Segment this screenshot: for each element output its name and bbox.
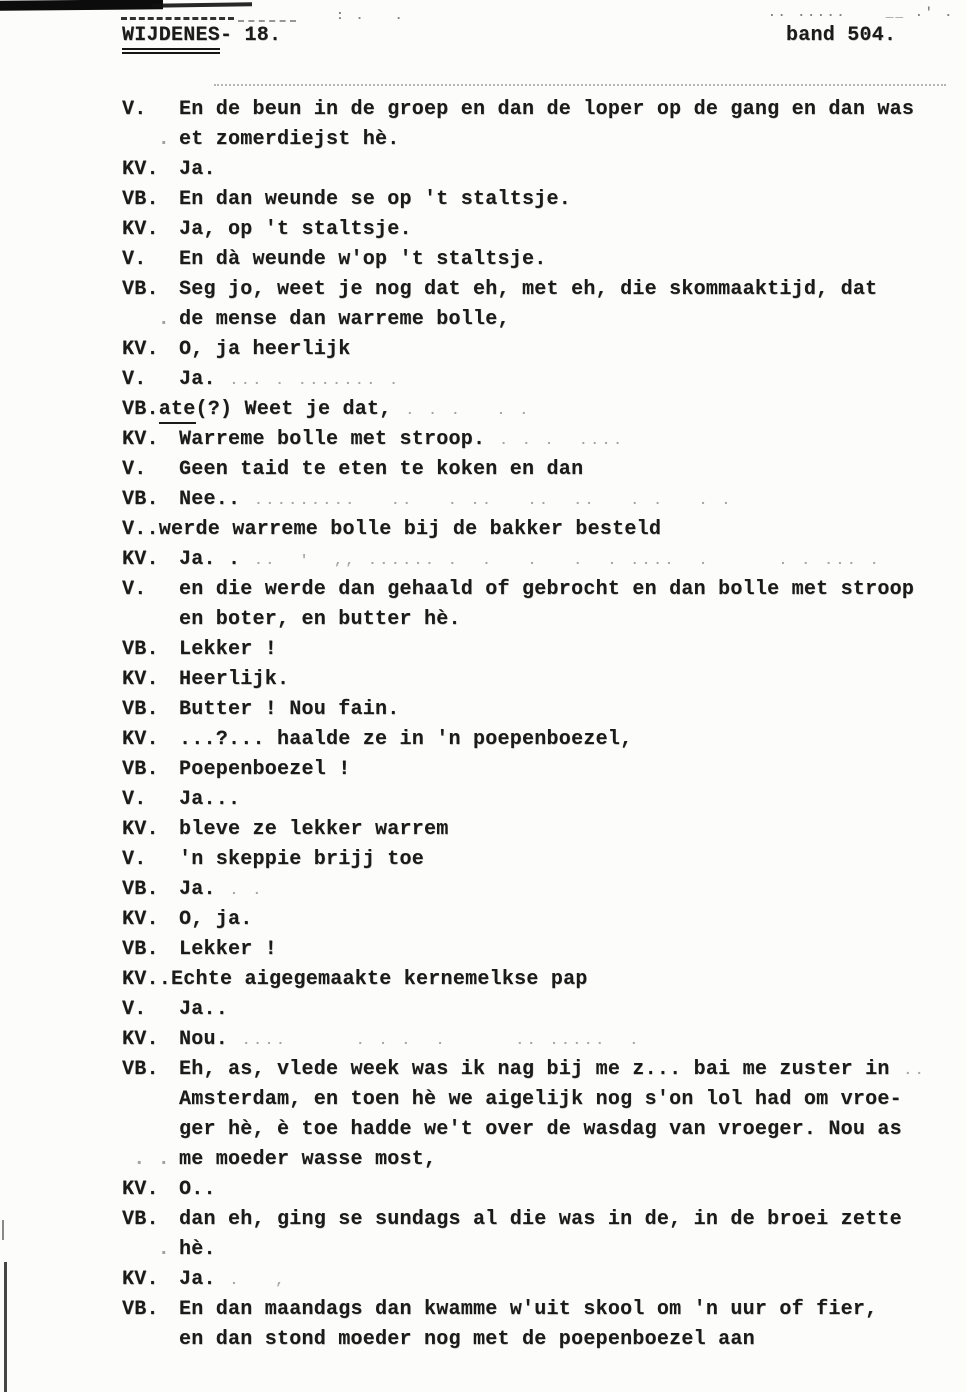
- scan-noise: .. ' ,, ...... . . . . . .... . . . ... .: [254, 553, 882, 569]
- scan-noise: : . .: [336, 8, 405, 23]
- speaker-label: V.: [122, 998, 147, 1021]
- line-text: En de beun in de groep en dan de loper op de gang en dan was: [179, 98, 915, 121]
- transcript-line: [0, 365, 966, 395]
- line-text: O..: [179, 1178, 216, 1201]
- transcript-line: [0, 1025, 966, 1055]
- speaker-label: KV.: [122, 1028, 159, 1051]
- speaker-label: VB.: [122, 488, 159, 511]
- speaker-label: KV.: [122, 158, 159, 181]
- speaker-label: KV.: [122, 218, 159, 241]
- line-text: Seg jo, weet je nog dat eh, met eh, die skommaaktijd, dat: [179, 278, 878, 301]
- transcript-line: [0, 155, 966, 185]
- page-title-number: - 18.: [220, 24, 282, 47]
- transcript-line: [0, 635, 966, 665]
- speaker-label: VB.: [122, 638, 159, 661]
- speaker-label: V.: [122, 578, 147, 601]
- line-text: de mense dan warreme bolle,: [179, 308, 510, 331]
- scan-noise: . . . . .: [405, 403, 531, 419]
- transcript-line: [0, 215, 966, 245]
- transcript-line: [0, 1115, 966, 1145]
- transcript-line: [0, 305, 966, 335]
- scan-artifact-bar: [152, 2, 252, 7]
- speaker-label: KV.: [122, 548, 159, 571]
- transcript-line: [0, 1265, 966, 1295]
- speaker-label: VB.: [122, 1298, 159, 1321]
- scan-artifact-line: [4, 1262, 7, 1392]
- speaker-label: KV.: [122, 1178, 159, 1201]
- transcript-line: [0, 275, 966, 305]
- line-text: Ja.: [179, 368, 216, 391]
- speaker-label: V.: [122, 518, 147, 541]
- speaker-label: V.: [122, 248, 147, 271]
- page-title: [122, 24, 281, 54]
- transcript-line: [0, 1145, 966, 1175]
- line-text: Butter ! Nou fain.: [179, 698, 400, 721]
- transcript-body: [0, 95, 966, 1355]
- line-text: Ja, op 't staltsje.: [179, 218, 412, 241]
- scan-artifact-dashes: [121, 17, 234, 20]
- speaker-label: .: [157, 128, 170, 151]
- transcript-line: [0, 485, 966, 515]
- line-text: Ja.: [179, 878, 216, 901]
- transcript-line: [0, 965, 966, 995]
- transcript-line: [0, 905, 966, 935]
- transcript-line: [0, 785, 966, 815]
- speaker-label: V.: [122, 368, 147, 391]
- speaker-label: .: [157, 1238, 170, 1261]
- transcript-line: [0, 1295, 966, 1325]
- transcript-line: [0, 1325, 966, 1355]
- transcript-line: [0, 95, 966, 125]
- speaker-label: VB.: [122, 1208, 159, 1231]
- scan-noise: . ,: [229, 1273, 287, 1289]
- line-text: En dan weunde se op 't staltsje.: [179, 188, 572, 211]
- speaker-label: VB.: [122, 878, 159, 901]
- line-text: Lekker !: [179, 638, 278, 661]
- scan-noise: .... . . . . .. ..... .: [242, 1033, 642, 1049]
- transcript-line: [0, 995, 966, 1025]
- line-text: ger hè, è toe hadde we't over de wasdag van vroeger. Nou as: [179, 1118, 902, 1141]
- line-text: et zomerdiejst hè.: [179, 128, 400, 151]
- speaker-label: VB.: [122, 758, 159, 781]
- line-text: Ja. .: [179, 548, 241, 571]
- underlined-word: ate: [159, 398, 196, 424]
- speaker-label: V.: [122, 98, 147, 121]
- scan-artifact-line: [2, 1220, 4, 1240]
- line-text: bleve ze lekker warrem: [179, 818, 449, 841]
- line-text: Ja...: [179, 788, 241, 811]
- scan-artifact-bar: [0, 0, 163, 11]
- line-text: O, ja.: [179, 908, 253, 931]
- line-text: O, ja heerlijk: [179, 338, 351, 361]
- transcript-line: [0, 1205, 966, 1235]
- line-text: en dan stond moeder nog met de poepenboezel aan: [179, 1328, 755, 1351]
- scan-noise: .. ..... __ .' .: [768, 5, 955, 20]
- scan-noise: . . . ....: [499, 433, 625, 449]
- line-text: .werde warreme bolle bij de bakker besteld: [146, 518, 662, 541]
- transcript-line: [0, 755, 966, 785]
- transcript-line: [0, 455, 966, 485]
- scan-artifact-dotrow: [214, 84, 946, 86]
- speaker-label: VB.: [122, 278, 159, 301]
- line-text: en die werde dan gehaald of gebrocht en dan bolle met stroop: [179, 578, 915, 601]
- line-text: Geen taid te eten te koken en dan: [179, 458, 584, 481]
- transcript-line: [0, 1055, 966, 1085]
- speaker-label: VB.: [122, 1058, 159, 1081]
- speaker-label: KV.: [122, 818, 159, 841]
- transcript-line: [0, 245, 966, 275]
- line-text: (?) Weet je dat,: [195, 398, 392, 421]
- speaker-label: KV.: [122, 728, 159, 751]
- line-text: En dan maandags dan kwamme w'uit skool om 'n uur of fier,: [179, 1298, 878, 1321]
- line-text: me moeder wasse most,: [179, 1148, 437, 1171]
- transcript-line: [0, 845, 966, 875]
- transcript-line: [0, 935, 966, 965]
- speaker-label: KV.: [122, 428, 159, 451]
- line-text: Nee..: [179, 488, 241, 511]
- line-text: dan eh, ging se sundags al die was in de, in de broei zette: [179, 1208, 902, 1231]
- line-text: Ja..: [179, 998, 229, 1021]
- speaker-label: V.: [122, 788, 147, 811]
- speaker-label: VB.: [122, 188, 159, 211]
- transcript-line: [0, 425, 966, 455]
- transcript-line: [0, 1235, 966, 1265]
- line-text: Ja.: [179, 1268, 216, 1291]
- speaker-label: KV.: [122, 908, 159, 931]
- scan-noise: ......... .. . .. .. .. . . . .: [254, 493, 734, 509]
- transcript-line: [0, 605, 966, 635]
- band-label: band 504.: [786, 24, 897, 47]
- line-text: hè.: [179, 1238, 216, 1261]
- transcript-line: [0, 515, 966, 545]
- speaker-label: VB.: [122, 398, 159, 421]
- line-text: Ja.: [179, 158, 216, 181]
- speaker-label: .: [157, 308, 170, 331]
- line-text: Warreme bolle met stroop.: [179, 428, 486, 451]
- line-text: Amsterdam, en toen hè we aigelijk nog s'on lol had om vroe-: [179, 1088, 902, 1111]
- line-text: .Echte aigegemaakte kernemelkse pap: [158, 968, 588, 991]
- transcript-line: [0, 665, 966, 695]
- transcript-line: [0, 1175, 966, 1205]
- transcript-line: [0, 695, 966, 725]
- transcript-line: [0, 125, 966, 155]
- scan-artifact-dashes: [238, 20, 296, 22]
- speaker-label: KV.: [122, 338, 159, 361]
- speaker-label: VB.: [122, 938, 159, 961]
- transcript-line: [0, 875, 966, 905]
- speaker-label: KV.: [122, 968, 159, 991]
- page-title-main: WIJDENES: [122, 24, 220, 50]
- scan-noise: ..: [903, 1063, 927, 1079]
- line-text: ...?... haalde ze in 'n poepenboezel,: [179, 728, 633, 751]
- transcript-line: [0, 185, 966, 215]
- speaker-label: . .: [133, 1148, 170, 1171]
- speaker-label: V.: [122, 458, 147, 481]
- scan-noise: ... . ....... .: [229, 373, 401, 389]
- speaker-label: KV.: [122, 1268, 159, 1291]
- scan-noise: . .: [229, 883, 264, 899]
- line-text: Heerlijk.: [179, 668, 290, 691]
- page-title-underline: [122, 24, 220, 54]
- transcript-line: [0, 545, 966, 575]
- line-text: Nou.: [179, 1028, 229, 1051]
- transcript-line: [0, 725, 966, 755]
- transcript-line: [0, 815, 966, 845]
- line-text: Poepenboezel !: [179, 758, 351, 781]
- line-text: Lekker !: [179, 938, 278, 961]
- transcript-line: [0, 335, 966, 365]
- speaker-label: VB.: [122, 698, 159, 721]
- line-text: en boter, en butter hè.: [179, 608, 461, 631]
- transcript-line: [0, 1085, 966, 1115]
- transcript-line: [0, 575, 966, 605]
- speaker-label: V.: [122, 848, 147, 871]
- line-text: En dà weunde w'op 't staltsje.: [179, 248, 547, 271]
- line-text: 'n skeppie brijj toe: [179, 848, 425, 871]
- speaker-label: KV.: [122, 668, 159, 691]
- transcript-line: [0, 395, 966, 425]
- line-text: Eh, as, vlede week was ik nag bij me z... bai me zuster in: [179, 1058, 890, 1081]
